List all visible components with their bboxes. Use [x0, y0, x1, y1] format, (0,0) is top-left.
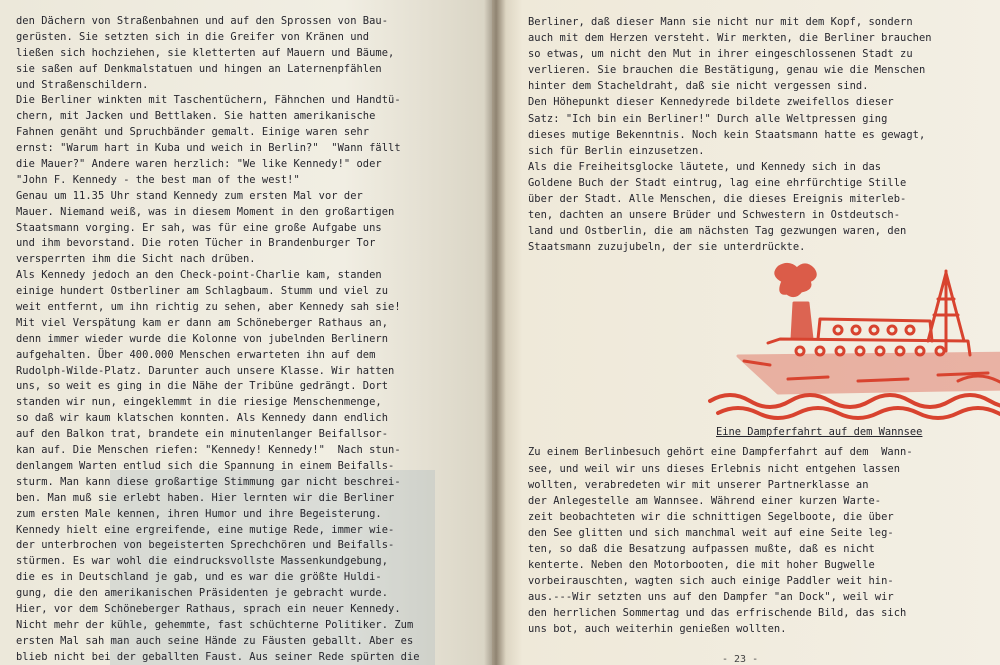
text-line: so daß wir kaum klatschen konnten. Als Kennedy dann endlich	[16, 412, 389, 425]
text-line: der Anlegestelle am Wannsee. Während einer kurzen Warte-	[528, 494, 882, 507]
text-line: ten, so daß die Besatzung aufpassen mußte, daß es nicht	[528, 542, 875, 555]
text-line: chern, mit Jacken und Bettlaken. Sie hatten amerikanische	[16, 110, 376, 123]
text-line: uns bot, auch weiterhin genießen wollten.	[528, 623, 787, 636]
text-line: auf den Balkon trat, brandete ein minutenlanger Beifallsor-	[16, 428, 389, 441]
text-line: vorbeirauschten, wagten sich auch einige Paddler weit hin-	[528, 575, 894, 588]
text-line: uns, so weit es ging in die Nähe der Tribüne gedrängt. Dort	[16, 380, 389, 393]
text-line: Staatsmann zuzujubeln, der sie unterdrückte.	[528, 241, 806, 254]
steamship-stamp-icon	[708, 261, 1000, 426]
text-line: Als die Freiheitsglocke läutete, und Kennedy sich in das	[528, 160, 882, 173]
text-line: so etwas, um nicht den Mut in ihrer eingeschlossenen Stadt zu	[528, 48, 913, 61]
text-line: Berliner, daß dieser Mann sie nicht nur mit dem Kopf, sondern	[528, 16, 913, 28]
text-line: gerüsten. Sie setzten sich in die Greifer von Kränen und	[16, 30, 370, 43]
text-line: auch mit dem Herzen versteht. Wir merkten, die Berliner brauchen	[528, 32, 932, 45]
text-line: zum ersten Male kennen, ihren Humor und ihre Begeisterung.	[16, 507, 382, 520]
text-line: sturm. Man kann diese großartige Stimmung gar nicht beschrei-	[16, 475, 401, 488]
text-line: zeit beobachteten wir die schnittigen Segelboote, die über	[528, 510, 894, 523]
text-line: Mit viel Verspätung kam er dann am Schöneberger Rathaus an,	[16, 316, 389, 329]
text-line: denlangem Warten entlud sich die Spannung in einem Beifalls-	[16, 459, 395, 472]
text-line: wollten, verabredeten wir mit unserer Partnerklasse an	[528, 478, 869, 491]
text-line: den See glitten und sich manchmal weit auf eine Seite leg-	[528, 526, 894, 539]
text-line: kenterte. Neben den Motorbooten, die mit hoher Bugwelle	[528, 559, 875, 572]
text-line: blieb nicht bei der geballten Faust. Aus seiner Rede spürten die	[16, 650, 420, 663]
text-line: ten, dachten an unsere Brüder und Schwestern in Ostdeutsch-	[528, 209, 901, 222]
text-line: stürmen. Es war wohl die eindrucksvollste Massenkundgebung,	[16, 555, 389, 568]
right-page-text-top	[528, 14, 986, 255]
text-line: Rudolph-Wilde-Platz. Darunter auch unsere Klasse. Wir hatten	[16, 364, 395, 377]
text-line: über der Stadt. Alle Menschen, die dieses Ereignis miterleb-	[528, 193, 907, 206]
text-line: Kennedy hielt eine ergreifende, eine mutige Rede, immer wie-	[16, 523, 395, 536]
text-line: ben. Man muß sie erlebt haben. Hier lernten wir die Berliner	[16, 491, 395, 504]
text-line: Mauer. Niemand weiß, was in diesem Moment in den großartigen	[16, 205, 395, 218]
text-line: Hier, vor dem Schöneberger Rathaus, sprach ein neuer Kennedy.	[16, 602, 401, 615]
page-number: - 23 -	[722, 654, 759, 665]
text-line: hinter dem Stacheldraht, daß sie nicht vergessen sind.	[528, 80, 869, 93]
text-line: den herrlichen Sommertag und das erfrischende Bild, das sich	[528, 607, 907, 620]
text-line: dieses mutige Bekenntnis. Noch kein Staatsmann hatte es gewagt,	[528, 128, 926, 141]
text-line: weit entfernt, um ihn richtig zu sehen, aber Kennedy sah sie!	[16, 301, 401, 314]
text-line: versperrten ihm die Sicht nach drüben.	[16, 253, 256, 266]
text-line: einige hundert Ostberliner am Schlagbaum. Stumm und viel zu	[16, 285, 389, 298]
text-line: ernst: "Warum hart in Kuba und weich in Berlin?" "Wann fällt	[16, 142, 401, 155]
text-line: und Straßenschildern.	[16, 78, 149, 91]
section-heading: Eine Dampferfahrt auf dem Wannsee	[716, 426, 923, 439]
text-line: Die Berliner winkten mit Taschentüchern, Fähnchen und Handtü-	[16, 94, 401, 107]
right-page-text-bottom	[528, 444, 986, 637]
text-line: aufgehalten. Über 400.000 Menschen erwarteten ihn auf dem	[16, 348, 376, 361]
text-line: der unterbrochen von begeisterten Sprechchören und Beifalls-	[16, 539, 395, 552]
text-line: sich für Berlin einzusetzen.	[528, 144, 705, 157]
text-line: Satz: "Ich bin ein Berliner!" Durch alle Weltpressen ging	[528, 112, 888, 125]
text-line: sie saßen auf Denkmalstatuen und hingen an Laternenpfählen	[16, 62, 382, 75]
text-line: see, und weil wir uns dieses Erlebnis nicht entgehen lassen	[528, 462, 901, 475]
text-line: Genau um 11.35 Uhr stand Kennedy zum ersten Mal vor der	[16, 189, 363, 202]
right-page	[492, 0, 1000, 665]
text-line: standen wir nun, eingeklemmt in die riesige Menschenmenge,	[16, 396, 382, 409]
text-line: denn immer wieder wurde die Kolonne von jubelnden Berlinern	[16, 332, 389, 345]
left-page	[0, 0, 492, 665]
text-line: die Mauer?" Andere waren herzlich: "We like Kennedy!" oder	[16, 158, 382, 171]
text-line: ließen sich hochziehen, sie kletterten auf Mauern und Bäume,	[16, 46, 395, 59]
text-line: ersten Mal sah man auch seine Hände zu Fäusten geballt. Aber es	[16, 634, 414, 647]
text-line: Zu einem Berlinbesuch gehört eine Dampferfahrt auf dem Wann-	[528, 446, 913, 459]
text-line: Staatsmann vorging. Er sah, was für eine große Aufgabe uns	[16, 221, 382, 234]
text-line: den Dächern von Straßenbahnen und auf den Sprossen von Bau-	[16, 15, 389, 27]
text-line: gung, die den amerikanischen Präsidenten je gebracht wurde.	[16, 587, 389, 600]
text-line: und ihm bevorstand. Die roten Tücher in Brandenburger Tor	[16, 237, 376, 250]
text-line: Nicht mehr der kühle, gehemmte, fast schüchterne Politiker. Zum	[16, 618, 414, 631]
text-line: Fahnen genäht und Spruchbänder gemalt. Einige waren sehr	[16, 126, 370, 139]
text-line: Den Höhepunkt dieser Kennedyrede bildete zweifellos dieser	[528, 96, 894, 109]
text-line: kan auf. Die Menschen riefen: "Kennedy! Kennedy!" Nach stun-	[16, 444, 401, 457]
text-line: aus.---Wir setzten uns auf den Dampfer "an Dock", weil wir	[528, 591, 894, 604]
text-line: land und Ostberlin, die am nächsten Tag gezwungen waren, den	[528, 225, 907, 238]
text-line: Goldene Buch der Stadt eintrug, lag eine ehrfürchtige Stille	[528, 176, 907, 189]
left-page-text	[16, 14, 482, 665]
text-line: verlieren. Sie brauchen die Bestätigung, genau wie die Menschen	[528, 64, 926, 77]
text-line: die es in Deutschland je gab, und es war die größte Huldi-	[16, 571, 382, 584]
text-line: Als Kennedy jedoch an den Check-point-Charlie kam, standen	[16, 269, 382, 282]
text-line: "John F. Kennedy - the best man of the west!"	[16, 173, 300, 186]
